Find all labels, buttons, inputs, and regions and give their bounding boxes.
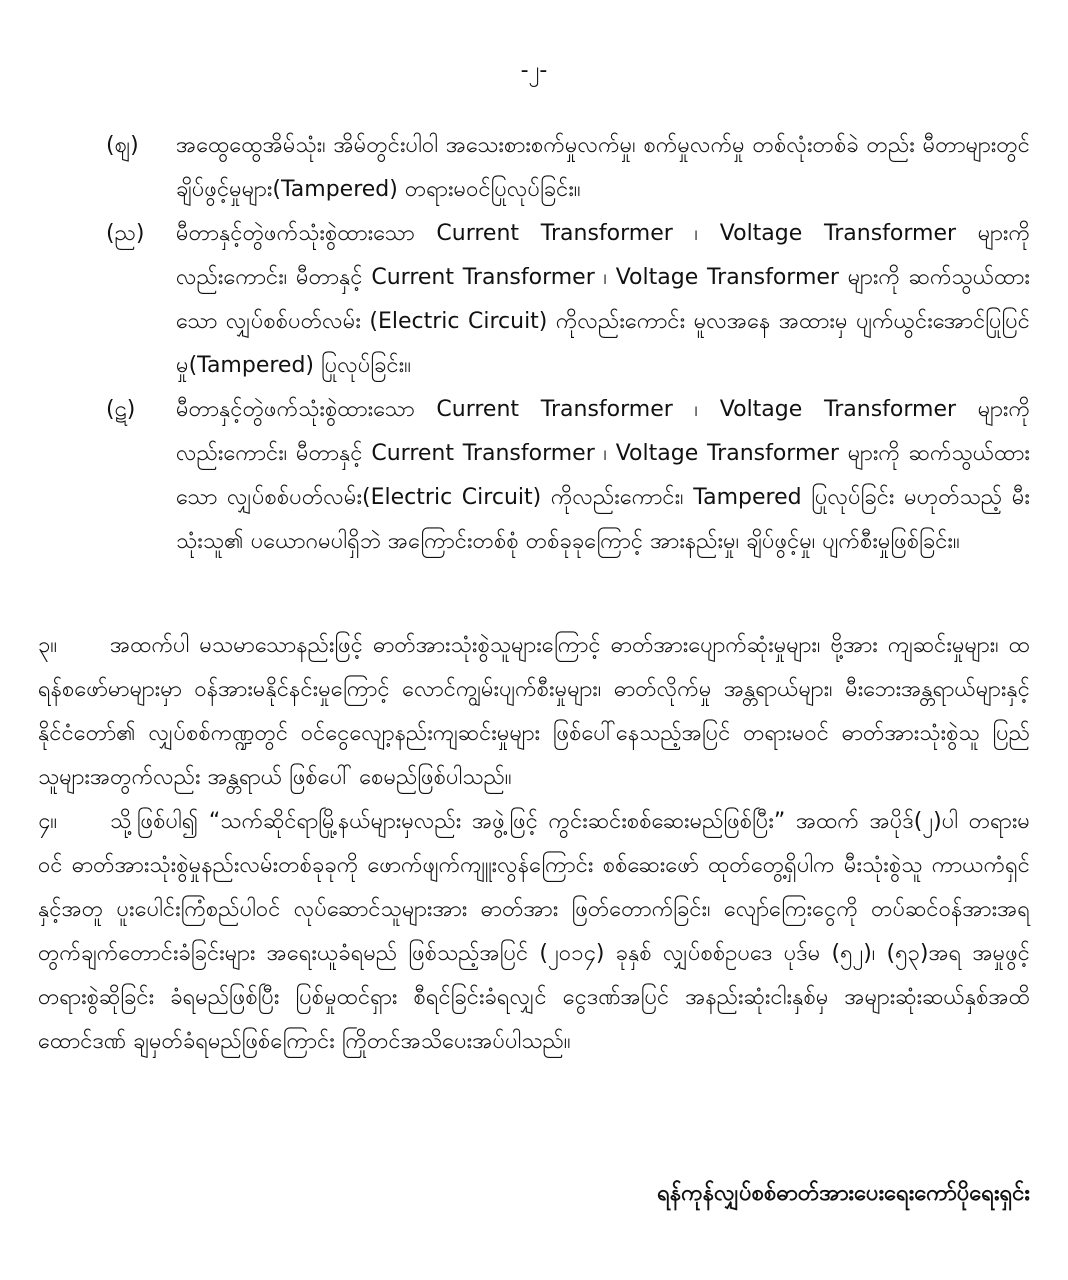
sub-item-text: အထွေထွေအိမ်သုံး၊ အိမ်တွင်းပါဝါ အသေးစားစက်မှုလက်မှု၊ စက်မှုလက်မှု တစ်လုံးတစ်ခဲ တည်း မီတာများတွင် ချိပ်ဖွင့်မှုများ(Tampered) တရားမဝင်ပြုလုပ်ခြင်း။ <box>176 133 1030 202</box>
paragraph-number: ၄။ <box>38 809 58 834</box>
sub-item-text: မီတာနှင့်တွဲဖက်သုံးစွဲထားသော Current Transformer ၊ Voltage Transformer များကို လည်းကောင်း၊ မီတာနှင့် Current Transformer ၊ Voltage Transformer များကို ဆက်သွယ်ထားသော လျှပ်စစ်ပတ်လမ်း (Electric Circuit) ကိုလည်းကောင်း မူလအနေ အထားမှ ပျက်ယွင်းအောင်ပြုပြင်မှု(Tampered) ပြုလုပ်ခြင်း။ <box>176 221 1030 378</box>
sub-item <box>106 388 1030 564</box>
sub-item <box>106 124 1030 212</box>
page-number: -၂- <box>520 58 548 83</box>
sub-item <box>106 212 1030 388</box>
paragraph-list <box>38 624 1030 1064</box>
sub-item-label: (ဋ) <box>106 397 136 422</box>
sub-item-label: (ဈ) <box>106 133 139 158</box>
paragraph <box>38 800 1030 1064</box>
paragraph-number: ၃။ <box>38 633 58 658</box>
paragraph <box>38 624 1030 800</box>
issuer-signature: ရန်ကုန်လျှပ်စစ်ဓာတ်အားပေးရေးကော်ပိုရေးရှင်း <box>657 1181 1030 1206</box>
paragraph-text: သို့ဖြစ်ပါ၍ “သက်ဆိုင်ရာမြို့နယ်များမှလည်း အဖွဲ့ဖြင့် ကွင်းဆင်းစစ်ဆေးမည်ဖြစ်ပြီး” အထက် အပိုဒ်(၂)ပါ တရားမဝင် ဓာတ်အားသုံးစွဲမှုနည်းလမ်းတစ်ခုခုကို ဖောက်ဖျက်ကျူးလွန်ကြောင်း စစ်ဆေးဖော် ထုတ်တွေ့ရှိပါက မီးသုံးစွဲသူ ကာယကံရှင်နှင့်အတူ ပူးပေါင်းကြံစည်ပါဝင် လုပ်ဆောင်သူများအား ဓာတ်အား ဖြတ်တောက်ခြင်း၊ လျော်ကြေးငွေကို တပ်ဆင်ဝန်အားအရ တွက်ချက်တောင်းခံခြင်းများ အရေးယူခံရမည် ဖြစ်သည့်အပြင် (၂၀၁၄) ခုနှစ် လျှပ်စစ်ဥပဒေ ပုဒ်မ (၅၂)၊ (၅၃)အရ အမှုဖွင့်တရားစွဲဆိုခြင်း ခံရမည်ဖြစ်ပြီး ပြစ်မှုထင်ရှား စီရင်ခြင်းခံရလျှင် ငွေဒဏ်အပြင် အနည်းဆုံးငါးနှစ်မှ အများဆုံးဆယ်နှစ်အထိ ထောင်ဒဏ် ချမှတ်ခံရမည်ဖြစ်ကြောင်း ကြိုတင်အသိပေးအပ်ပါသည်။ <box>38 809 1030 1054</box>
paragraph-text: အထက်ပါ မသမာသောနည်းဖြင့် ဓာတ်အားသုံးစွဲသူများကြောင့် ဓာတ်အားပျောက်ဆုံးမှုများ၊ ဗို့အား ကျဆင်းမှုများ၊ ထရန်စဖော်မာများမှာ ဝန်အားမနိုင်နင်းမှုကြောင့် လောင်ကျွမ်းပျက်စီးမှုများ၊ ဓာတ်လိုက်မှု အန္တရာယ်များ၊ မီးဘေးအန္တရာယ်များနှင့် နိုင်ငံတော်၏ လျှပ်စစ်ကဏ္ဍတွင် ဝင်ငွေလျော့နည်းကျဆင်းမှုများ ဖြစ်ပေါ်နေသည့်အပြင် တရားမဝင် ဓာတ်အားသုံးစွဲသူ ပြည်သူများအတွက်လည်း အန္တရာယ် ဖြစ်ပေါ် စေမည်ဖြစ်ပါသည်။ <box>38 633 1030 790</box>
sub-item-label: (ည) <box>106 221 145 246</box>
sub-item-list <box>106 124 1030 564</box>
sub-item-text: မီတာနှင့်တွဲဖက်သုံးစွဲထားသော Current Transformer ၊ Voltage Transformer များကို လည်းကောင်း၊ မီတာနှင့် Current Transformer ၊ Voltage Transformer များကို ဆက်သွယ်ထားသော လျှပ်စစ်ပတ်လမ်း(Electric Circuit) ကိုလည်းကောင်း၊ Tampered ပြုလုပ်ခြင်း မဟုတ်သည့် မီးသုံးသူ၏ ပယောဂမပါရှိဘဲ အကြောင်းတစ်စုံ တစ်ခုခုကြောင့် အားနည်းမှု၊ ချိပ်ဖွင့်မှု၊ ပျက်စီးမှုဖြစ်ခြင်း။ <box>176 397 1030 554</box>
